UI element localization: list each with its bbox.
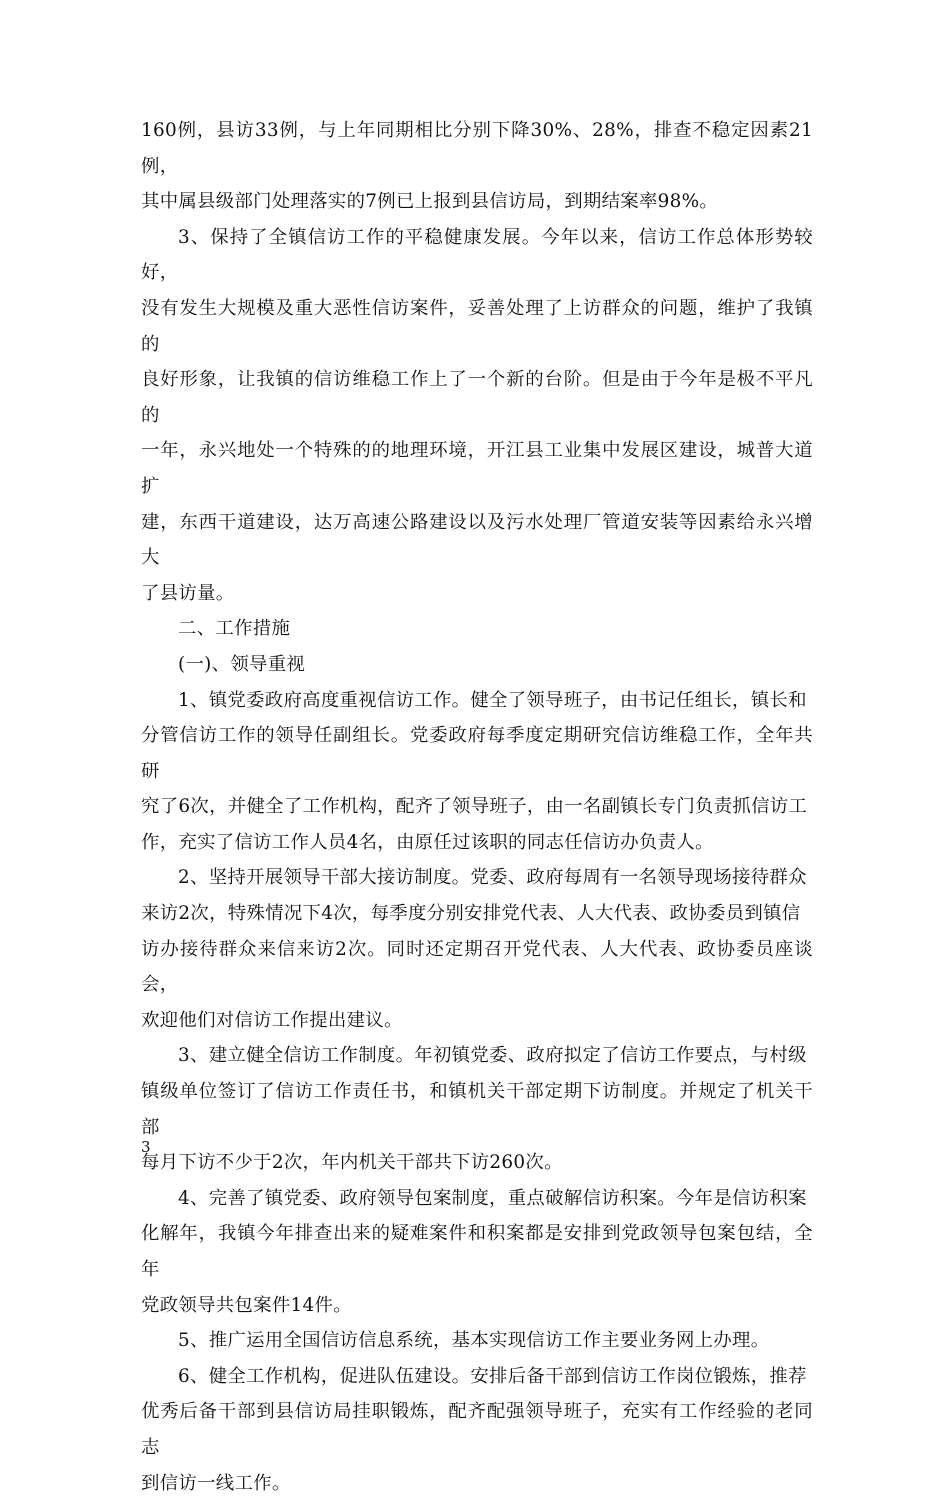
paragraph-measure-6: 6、健全工作机构，促进队伍建设。安排后备干部到信访工作岗位锻炼，推荐 优秀后备干部到县信访局挂职锻炼，配齐配强领导班子，充实有工作经验的老同志 到信访一线工作。 (141, 1365, 813, 1494)
paragraph-measure-2: 2、坚持开展领导干部大接访制度。党委、政府每周有一名领导现场接待群众 来访2次，特殊情况下4次，每季度分别安排党代表、人大代表、政协委员到镇信 访办接待群众来信来访2次。同时还定期召开党代表、人大代表、政协委员座谈会， 欢迎他们对信访工作提出建议。 (141, 867, 813, 1031)
document-body (141, 113, 813, 1501)
paragraph-measure-1: 1、镇党委政府高度重视信访工作。健全了领导班子，由书记任组长，镇长和 分管信访工作的领导任副组长。党委政府每季度定期研究信访维稳工作，全年共研 究了6次，并健全了工作机构，配齐了领导班子，由一名副镇长专门负责抓信访工 作，充实了信访工作人员4名，由原任过该职的同志任信访办负责人。 (141, 689, 813, 853)
paragraph-item-3-stability: 3、保持了全镇信访工作的平稳健康发展。今年以来，信访工作总体形势较好， 没有发生大规模及重大恶性信访案件，妥善处理了上访群众的问题，维护了我镇的 良好形象，让我镇的信访维稳工作上了一个新的台阶。但是由于今年是极不平凡的 一年，永兴地处一个特殊的的地理环境，开江县工业集中发展区建设，城普大道扩 建，东西干道建设，达万高速公路建设以及污水处理厂管道安装等因素给永兴增大 了县访量。 (141, 226, 813, 604)
section-heading-work-measures: 二、工作措施 (178, 618, 291, 640)
paragraph-measure-3: 3、建立健全信访工作制度。年初镇党委、政府拟定了信访工作要点，与村级 镇级单位签订了信访工作责任书，和镇机关干部定期下访制度。并规定了机关干部 每月下访不少于2次，年内机关干部共下访260次。 (141, 1045, 813, 1174)
paragraph-measure-4: 4、完善了镇党委、政府领导包案制度，重点破解信访积案。今年是信访积案 化解年，我镇今年排查出来的疑难案件和积案都是安排到党政领导包案包结，全年 党政领导共包案件14件。 (141, 1187, 813, 1316)
paragraph-measure-5: 5、推广运用全国信访信息系统，基本实现信访工作主要业务网上办理。 (178, 1330, 770, 1352)
page-number: 3 (141, 1138, 151, 1156)
subheading-leadership: (一)、领导重视 (178, 653, 306, 675)
paragraph-continuation: 160例，县访33例，与上年同期相比分别下降30%、28%，排查不稳定因素21例， 其中属县级部门处理落实的7例已上报到县信访局，到期结案率98%。 (141, 120, 813, 213)
